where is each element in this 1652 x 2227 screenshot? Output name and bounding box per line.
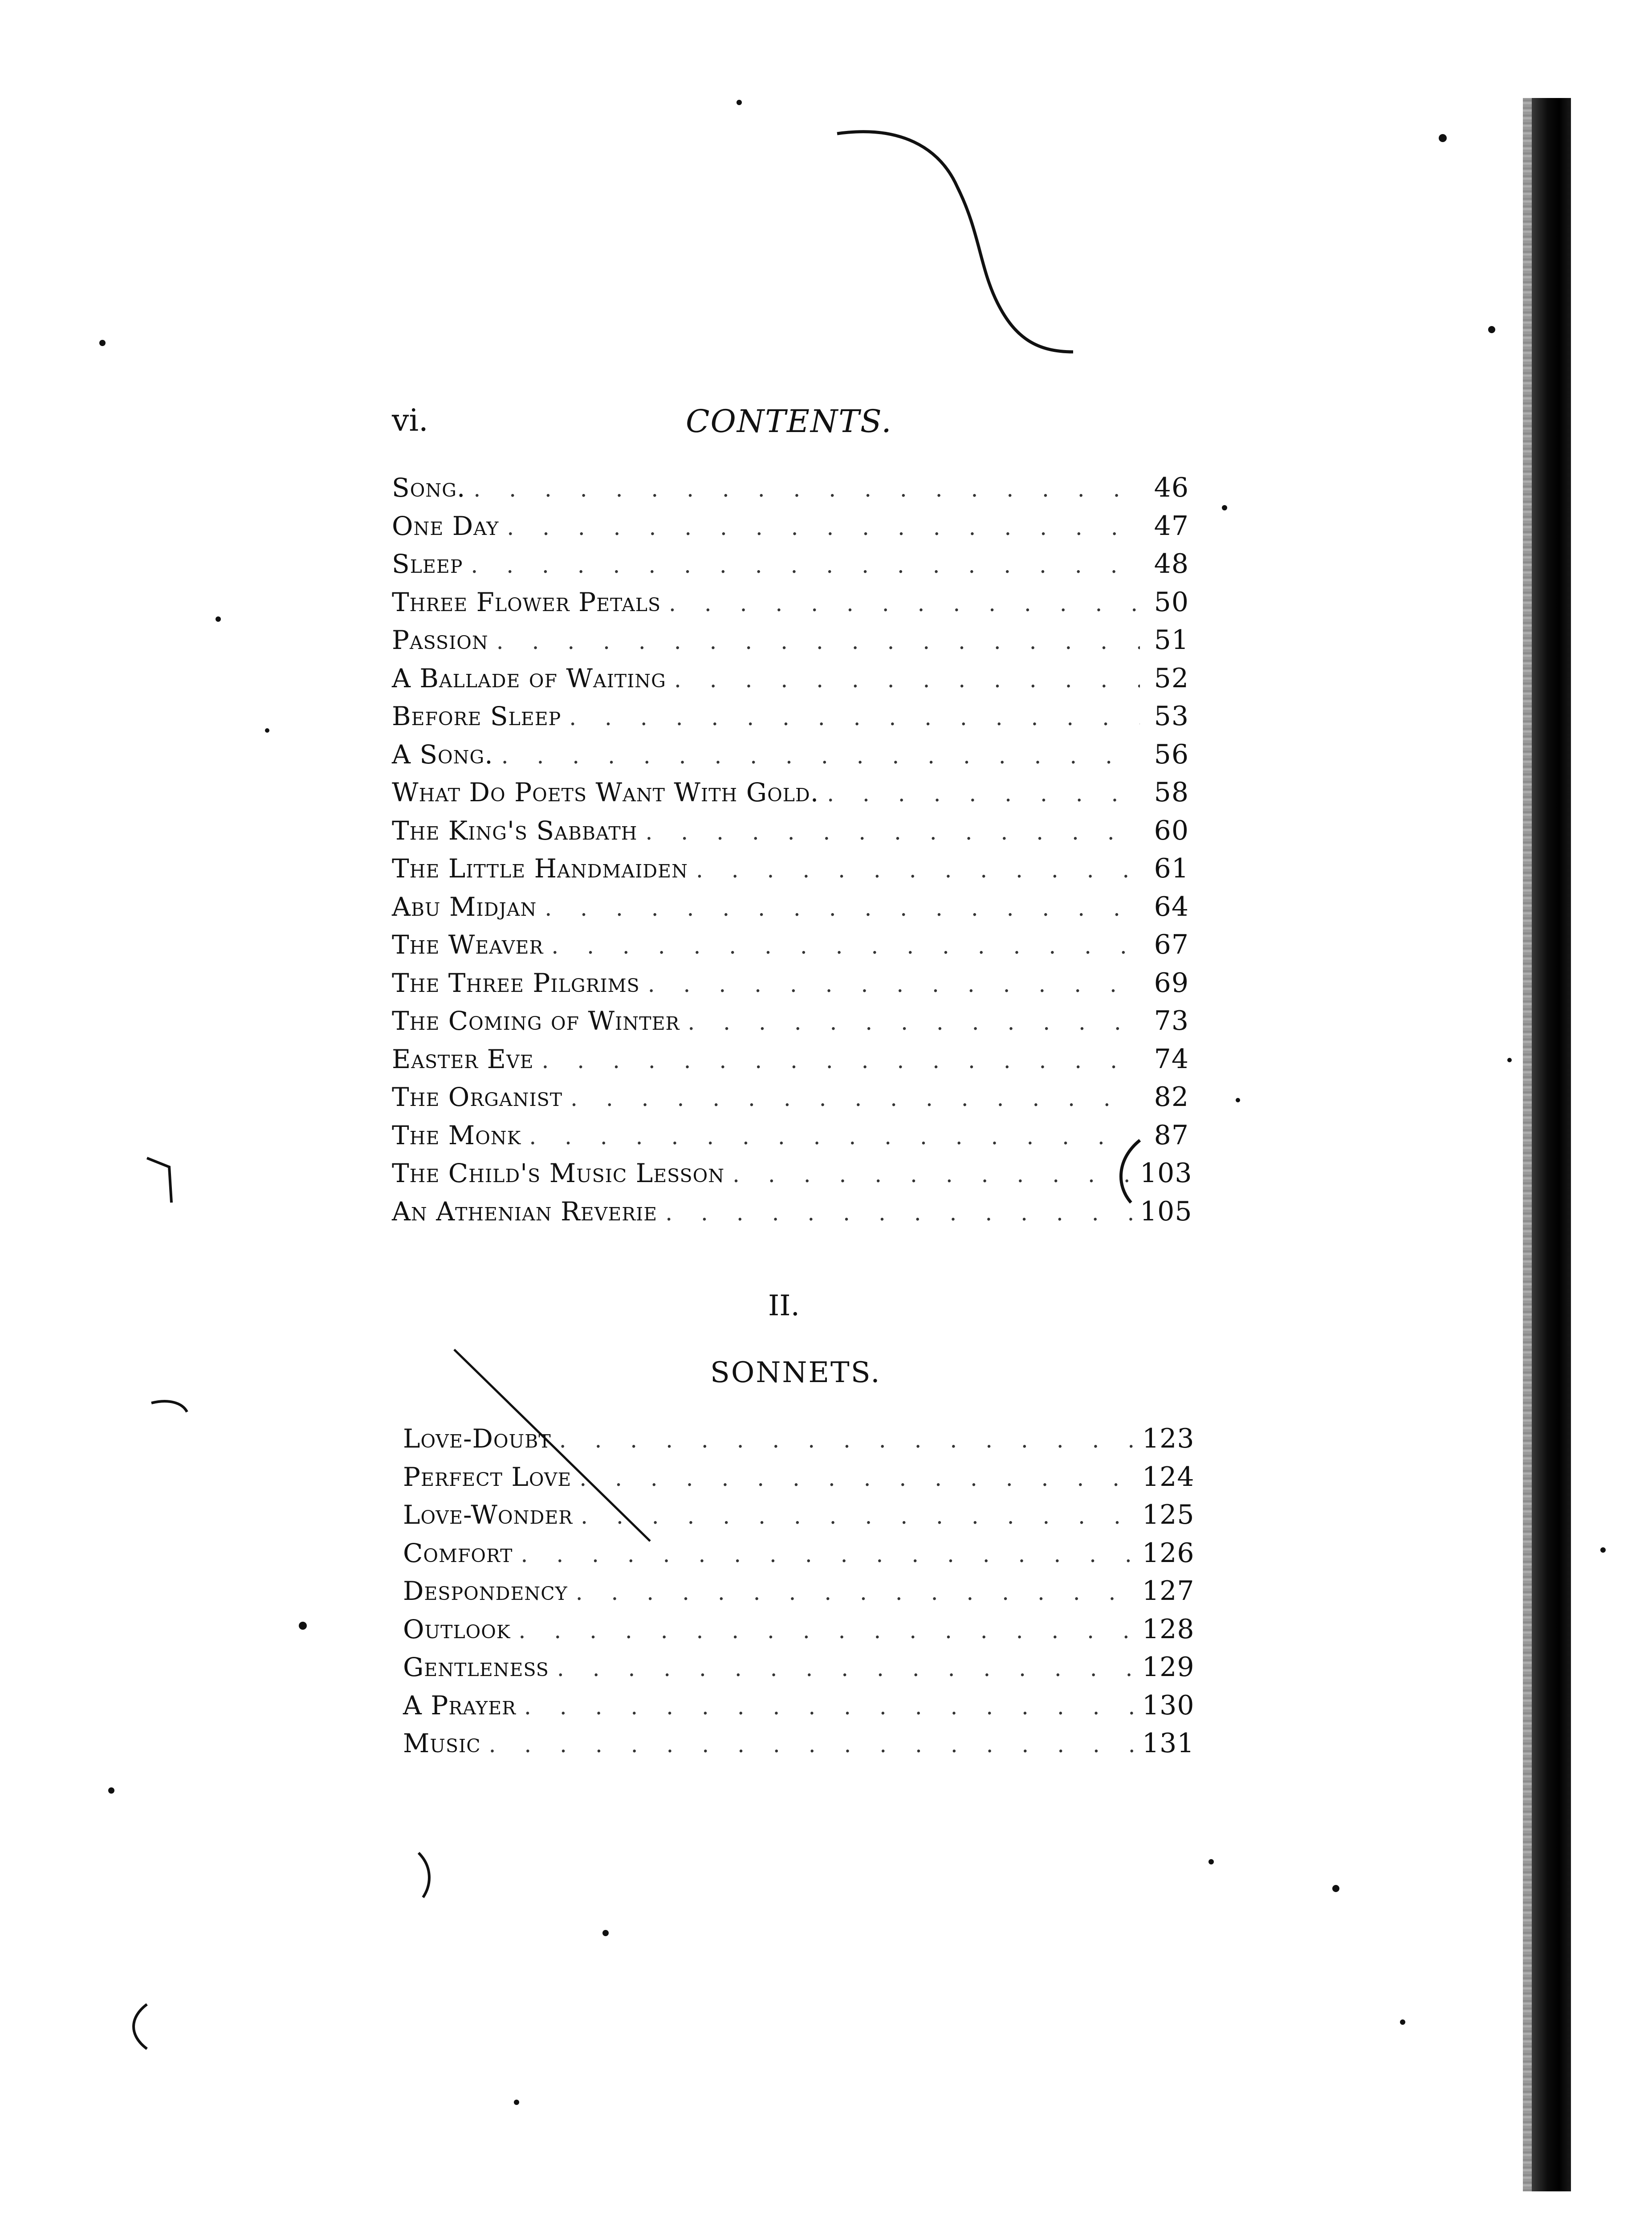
tick-mark: [151, 1401, 187, 1412]
dot-leader: [473, 476, 1140, 502]
toc-entry-page: 105: [1140, 1195, 1192, 1227]
pencil-curve-mark: [837, 132, 1073, 352]
toc-entry: [403, 1575, 1195, 1614]
dot-leader: [688, 1009, 1140, 1035]
toc-entry-page: 87: [1154, 1119, 1189, 1151]
toc-entry-title: The Organist: [392, 1082, 570, 1112]
toc-entry: [392, 587, 1189, 625]
toc-entry-page: 47: [1154, 510, 1189, 542]
toc-entry: [392, 701, 1189, 739]
toc-entry: [403, 1499, 1195, 1538]
toc-entry: [392, 967, 1189, 1006]
toc-entry-title: The Weaver: [392, 930, 551, 960]
toc-entry: [392, 891, 1189, 930]
toc-entry: [392, 1081, 1189, 1120]
toc-entry-page: 64: [1154, 891, 1189, 922]
toc-entry: [392, 1120, 1189, 1158]
toc-entry: [392, 1044, 1189, 1082]
toc-entry: [392, 929, 1189, 967]
dot-leader: [559, 1427, 1142, 1453]
dot-leader: [496, 628, 1140, 654]
dot-leader: [579, 1465, 1142, 1491]
toc-entry-title: Song.: [392, 473, 473, 503]
toc-entry-title: Love-Wonder: [403, 1500, 581, 1530]
toc-entry-title: What Do Poets Want With Gold.: [392, 777, 827, 808]
toc-entry-page: 130: [1142, 1689, 1195, 1721]
dot-leader: [827, 781, 1140, 807]
toc-entry-page: 125: [1142, 1499, 1195, 1530]
dot-leader: [576, 1579, 1142, 1605]
toc-entry-title: The Monk: [392, 1120, 529, 1150]
running-title: CONTENTS.: [686, 403, 892, 440]
dot-leader: [569, 705, 1140, 730]
toc-entry: [392, 1005, 1189, 1044]
toc-entry: [403, 1537, 1195, 1576]
contents-list-sonnets: [403, 1423, 1195, 1766]
toc-entry: [392, 815, 1189, 853]
toc-entry-page: 74: [1154, 1043, 1189, 1075]
dot-leader: [507, 514, 1140, 540]
section-numeral: II.: [768, 1289, 800, 1322]
toc-entry-title: A Ballade of Waiting: [392, 663, 674, 693]
dot-leader: [646, 819, 1140, 845]
toc-entry-page: 126: [1142, 1537, 1195, 1569]
dot-leader: [732, 1162, 1140, 1187]
toc-entry-page: 58: [1154, 777, 1189, 808]
toc-entry-title: Easter Eve: [392, 1044, 542, 1074]
toc-entry-page: 69: [1154, 967, 1189, 999]
toc-entry-title: Three Flower Petals: [392, 587, 669, 617]
specks: [1439, 134, 1447, 142]
contents-list-part-1: [392, 472, 1192, 1234]
dot-leader: [545, 895, 1140, 921]
toc-entry-title: The Three Pilgrims: [392, 968, 648, 998]
toc-entry-title: A Song.: [392, 739, 501, 770]
toc-entry-title: The King's Sabbath: [392, 816, 646, 846]
toc-entry-page: 128: [1142, 1613, 1195, 1645]
toc-entry-page: 103: [1140, 1158, 1192, 1189]
toc-entry-page: 61: [1154, 853, 1189, 884]
toc-entry-page: 67: [1154, 929, 1189, 960]
toc-entry-title: Despondency: [403, 1576, 576, 1606]
toc-entry-page: 123: [1142, 1423, 1195, 1454]
toc-entry-page: 50: [1154, 586, 1189, 618]
toc-entry-page: 48: [1154, 548, 1189, 579]
toc-entry-page: 56: [1154, 738, 1189, 770]
paren-mark-bottom: [419, 1853, 429, 1897]
dot-leader: [581, 1503, 1142, 1529]
page-number: vi.: [392, 403, 428, 438]
toc-entry-page: 53: [1154, 701, 1189, 732]
dot-leader: [519, 1618, 1142, 1644]
toc-entry-title: Music: [403, 1728, 489, 1758]
dot-leader: [529, 1124, 1140, 1150]
toc-entry-page: 60: [1154, 815, 1189, 846]
toc-entry: [392, 624, 1189, 663]
paren-mark-left: [134, 2004, 147, 2049]
dot-leader: [570, 1085, 1140, 1111]
toc-entry-page: 73: [1154, 1005, 1189, 1036]
toc-entry: [392, 548, 1189, 587]
toc-entry-title: Outlook: [403, 1614, 519, 1644]
toc-entry: [392, 1158, 1192, 1196]
dot-leader: [696, 857, 1140, 883]
toc-entry-title: The Child's Music Lesson: [392, 1158, 732, 1188]
binding-edge: [1532, 98, 1571, 2191]
dot-leader: [471, 552, 1140, 578]
dot-leader: [674, 667, 1140, 693]
toc-entry-page: 131: [1142, 1728, 1195, 1759]
bracket-mark-left: [147, 1158, 171, 1203]
toc-entry: [403, 1461, 1195, 1500]
toc-entry: [392, 853, 1189, 891]
toc-entry-title: The Little Handmaiden: [392, 853, 696, 884]
toc-entry-page: 46: [1154, 472, 1189, 503]
toc-entry-title: Gentleness: [403, 1652, 557, 1682]
dot-leader: [665, 1200, 1140, 1226]
toc-entry-title: An Athenian Reverie: [392, 1196, 665, 1227]
toc-entry: [392, 472, 1189, 510]
toc-entry-title: The Coming of Winter: [392, 1006, 688, 1036]
dot-leader: [557, 1656, 1142, 1681]
toc-entry: [392, 663, 1189, 701]
toc-entry-title: Abu Midjan: [392, 892, 545, 922]
toc-entry: [392, 777, 1189, 815]
toc-entry: [403, 1652, 1195, 1690]
toc-entry: [392, 1195, 1192, 1234]
dot-leader: [489, 1732, 1142, 1758]
toc-entry-page: 127: [1142, 1575, 1195, 1607]
toc-entry-page: 129: [1142, 1652, 1195, 1683]
toc-entry-page: 52: [1154, 662, 1189, 694]
toc-entry-title: One Day: [392, 511, 507, 541]
dot-leader: [501, 743, 1140, 769]
toc-entry-title: Love-Doubt: [403, 1423, 559, 1454]
dot-leader: [521, 1542, 1142, 1567]
section-heading: SONNETS.: [710, 1356, 881, 1389]
toc-entry-page: 51: [1154, 624, 1189, 656]
toc-entry: [403, 1423, 1195, 1461]
toc-entry: [392, 739, 1189, 777]
toc-entry: [403, 1689, 1195, 1728]
dot-leader: [551, 933, 1140, 959]
toc-entry-title: Perfect Love: [403, 1462, 579, 1492]
toc-entry-title: A Prayer: [403, 1690, 524, 1721]
toc-entry-page: 124: [1142, 1461, 1195, 1493]
toc-entry: [392, 510, 1189, 549]
dot-leader: [648, 971, 1140, 997]
toc-entry-title: Passion: [392, 625, 496, 655]
toc-entry-title: Comfort: [403, 1538, 521, 1568]
dot-leader: [669, 591, 1140, 616]
toc-entry-title: Before Sleep: [392, 701, 569, 731]
page-header: [392, 403, 1193, 452]
dot-leader: [524, 1694, 1142, 1720]
toc-entry-page: 82: [1154, 1081, 1189, 1113]
dot-leader: [542, 1048, 1140, 1073]
toc-entry: [403, 1728, 1195, 1766]
toc-entry-title: Sleep: [392, 549, 471, 579]
toc-entry: [403, 1613, 1195, 1652]
